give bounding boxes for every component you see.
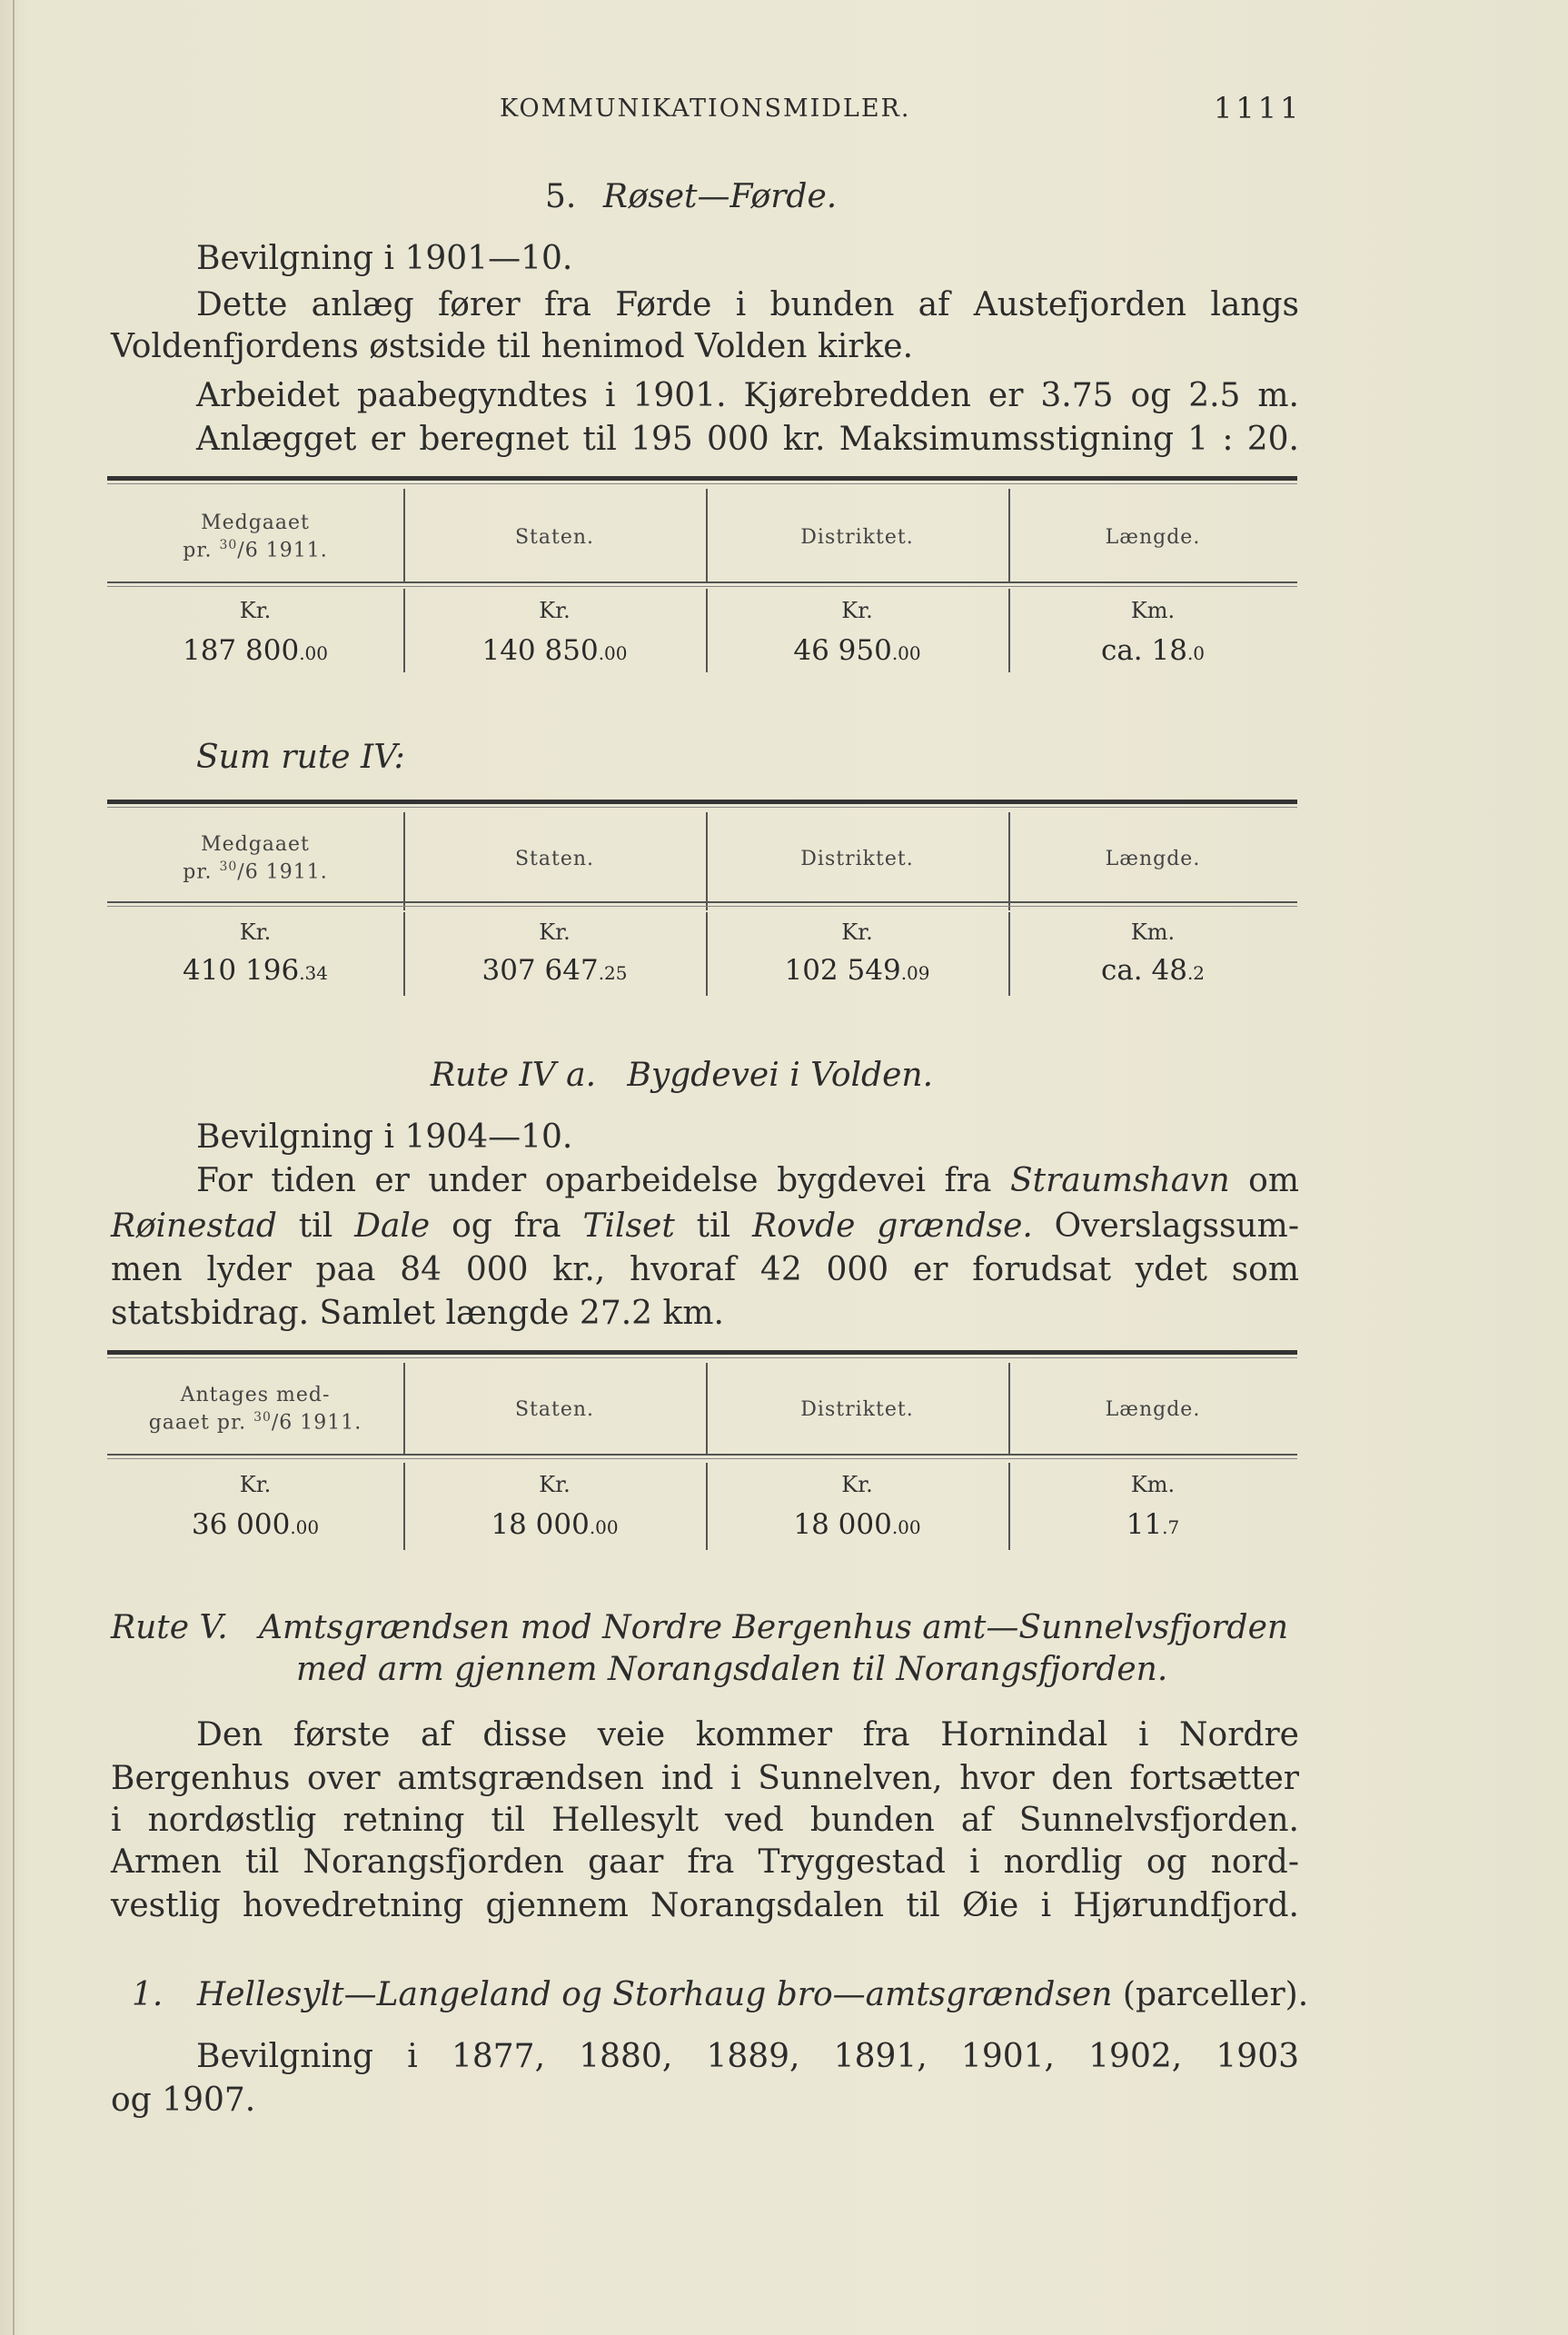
value-cell [403, 634, 706, 667]
unit-label: Kr. [841, 598, 873, 623]
table-rule [107, 586, 1297, 587]
header-line: Antages med- [180, 1384, 331, 1406]
unit-label: Kr. [539, 919, 571, 945]
text-run: Overslagssum- [1032, 1207, 1299, 1245]
value-decimal: .00 [891, 1516, 921, 1538]
value-cell [1008, 954, 1297, 987]
value-main: 410 196 [182, 954, 300, 987]
unit-label: Kr. [239, 598, 272, 623]
header-text: pr. [183, 860, 220, 884]
unit-label: Km. [1130, 1472, 1176, 1497]
section-heading-rute-4a: Rute IV a. Bygdevei i Volden. [431, 1057, 934, 1094]
value-cell [403, 1508, 706, 1541]
place-name: Tilset [582, 1207, 675, 1245]
text-run: om [1229, 1162, 1299, 1199]
value-decimal: .09 [900, 962, 930, 984]
unit-label: Kr. [539, 1472, 571, 1497]
table-rule [107, 581, 1297, 583]
column-header-distriktet: Distriktet. [800, 848, 914, 870]
value-cell [107, 954, 403, 987]
section-number: 5. [545, 178, 577, 215]
unit-label: Km. [1130, 919, 1176, 945]
table-rule [107, 1357, 1297, 1358]
value-decimal: .25 [598, 962, 628, 984]
paragraph-line: Bergenhus over amtsgrændsen ind i Sunnelven, hvor den fortsætter [111, 1760, 1299, 1797]
table-rule [107, 800, 1297, 804]
value-cell [107, 1508, 403, 1541]
place-name: Dale [354, 1207, 431, 1245]
section-title: Røset—Førde. [602, 178, 838, 215]
table-rule [107, 483, 1297, 484]
value-cell [1008, 1508, 1297, 1541]
page-number: 1111 [1214, 91, 1303, 125]
unit-label: Kr. [539, 598, 571, 623]
header-superscript: 30 [253, 1410, 272, 1425]
unit-label: Kr. [239, 919, 272, 945]
text-run: og fra [430, 1207, 583, 1245]
paragraph-line: Armen til Norangsfjorden gaar fra Tryggestad i nordlig og nord- [111, 1843, 1299, 1881]
value-main: 187 800 [182, 634, 300, 667]
header-line: Medgaaet [201, 512, 310, 534]
header-line [107, 534, 403, 561]
column-header-staten: Staten. [514, 848, 595, 870]
paragraph-line [111, 1208, 1299, 1244]
header-line: Medgaaet [201, 833, 310, 856]
value-decimal: .2 [1186, 962, 1206, 984]
estimate-table [107, 1350, 1297, 1568]
header-text: /6 1911. [237, 539, 328, 562]
paragraph-line: i nordøstlig retning til Hellesylt ved bunden af Sunnelvsfjorden. [111, 1802, 1299, 1839]
table-rule [107, 1350, 1297, 1355]
subsection-number: 1. [132, 1976, 164, 2013]
running-title: KOMMUNIKATIONSMIDLER. [500, 94, 911, 123]
section-heading-rute-5-line2: med arm gjennem Norangsdalen til Norangsfjorden. [296, 1651, 1168, 1688]
value-main: 307 647 [481, 954, 599, 987]
value-main: 46 950 [793, 634, 892, 667]
value-main: 36 000 [191, 1508, 291, 1541]
paragraph-line: Den første af disse veie kommer fra Hornindal i Nordre [196, 1716, 1299, 1754]
value-decimal: .00 [299, 642, 328, 664]
value-decimal: .34 [299, 962, 328, 984]
subsection-title: Hellesylt—Langeland og Storhaug bro—amtsgrændsen [196, 1976, 1113, 2013]
bevilgning-line: Bevilgning i 1877, 1880, 1889, 1891, 1901, 1902, 1903 [196, 2038, 1299, 2075]
value-main: ca. 48 [1100, 954, 1187, 987]
table-rule [107, 476, 1297, 481]
column-header-staten: Staten. [514, 526, 595, 549]
value-main: 18 000 [793, 1508, 892, 1541]
text-run: til [674, 1207, 752, 1245]
unit-label: Kr. [841, 1472, 873, 1497]
sum-table [107, 800, 1297, 1018]
column-header-laengde: Længde. [1105, 848, 1201, 870]
text-run: For tiden er under oparbeidelse bygdevei fra [196, 1162, 1010, 1199]
value-cell [403, 954, 706, 987]
header-superscript: 30 [219, 538, 238, 552]
value-decimal: .00 [598, 642, 628, 664]
paragraph-line: Arbeidet paabegyndtes i 1901. Kjørebredden er 3.75 og 2.5 m. [196, 377, 1299, 414]
column-header-laengde: Længde. [1105, 526, 1201, 549]
value-cell [107, 634, 403, 667]
paragraph-line: vestlig hovedretning gjennem Norangsdalen til Øie i Hjørundfjord. [111, 1887, 1299, 1924]
value-decimal: .0 [1186, 642, 1206, 664]
value-main: 140 850 [481, 634, 599, 667]
column-header-antages [107, 1385, 403, 1434]
place-name: Røinestad [111, 1207, 277, 1245]
value-decimal: .00 [589, 1516, 619, 1538]
column-header-laengde: Længde. [1105, 1398, 1201, 1421]
table-rule [107, 1454, 1297, 1456]
running-header [0, 91, 1568, 131]
value-main: 18 000 [491, 1508, 590, 1541]
column-header-distriktet: Distriktet. [800, 1398, 914, 1421]
place-name: Straumshavn [1009, 1162, 1230, 1199]
paragraph-line: Dette anlæg fører fra Førde i bunden af Austefjorden langs [196, 286, 1299, 323]
header-text: pr. [183, 539, 220, 562]
table-rule [107, 1458, 1297, 1459]
header-text: gaaet pr. [148, 1411, 254, 1435]
value-main: 102 549 [784, 954, 901, 987]
header-text: /6 1911. [271, 1411, 362, 1435]
bevilgning-line: Bevilgning i 1904—10. [196, 1118, 573, 1156]
section-heading-5 [545, 179, 837, 214]
paragraph-line: Voldenfjordens østside til henimod Volden kirke. [111, 328, 914, 365]
header-line [107, 856, 403, 883]
paragraph-line: statsbidrag. Samlet længde 27.2 km. [111, 1295, 724, 1332]
value-cell [1008, 634, 1297, 667]
unit-label: Km. [1130, 598, 1176, 623]
value-cell [706, 634, 1008, 667]
section-heading-rute-5: Rute V. Amtsgrændsen mod Nordre Bergenhus amt—Sunnelvsfjorden [111, 1609, 1289, 1646]
text-run: til [276, 1207, 355, 1245]
header-superscript: 30 [219, 859, 238, 874]
sum-label: Sum rute IV: [196, 739, 405, 776]
unit-label: Kr. [239, 1472, 272, 1497]
value-decimal: .00 [290, 1516, 320, 1538]
value-main: ca. 18 [1100, 634, 1187, 667]
bevilgning-line: og 1907. [111, 2082, 256, 2119]
place-name: Rovde grændse. [751, 1207, 1033, 1245]
paragraph-line: men lyder paa 84 000 kr., hvoraf 42 000 er forudsat ydet som [111, 1251, 1299, 1288]
subsection-suffix: (parceller). [1112, 1976, 1309, 2013]
table-rule [107, 906, 1297, 907]
paragraph-line: Anlægget er beregnet til 195 000 kr. Maksimumsstigning 1 : 20. [196, 421, 1299, 458]
column-header-distriktet: Distriktet. [800, 526, 914, 549]
unit-label: Kr. [841, 919, 873, 945]
paragraph-line [196, 1163, 1299, 1198]
bevilgning-line: Bevilgning i 1901—10. [196, 240, 573, 277]
column-header-medgaaet [107, 512, 403, 561]
header-line [107, 1406, 403, 1434]
value-decimal: .00 [891, 642, 921, 664]
table-rule [107, 901, 1297, 903]
column-header-staten: Staten. [514, 1398, 595, 1421]
expense-table [107, 476, 1297, 694]
value-decimal: .7 [1162, 1516, 1180, 1538]
header-text: /6 1911. [237, 860, 328, 884]
subsection-heading [132, 1977, 1308, 2012]
column-header-medgaaet [107, 834, 403, 883]
value-cell [706, 1508, 1008, 1541]
value-cell [706, 954, 1008, 987]
page-edge [13, 0, 15, 2335]
table-rule [107, 807, 1297, 808]
value-main: 11 [1126, 1508, 1163, 1541]
